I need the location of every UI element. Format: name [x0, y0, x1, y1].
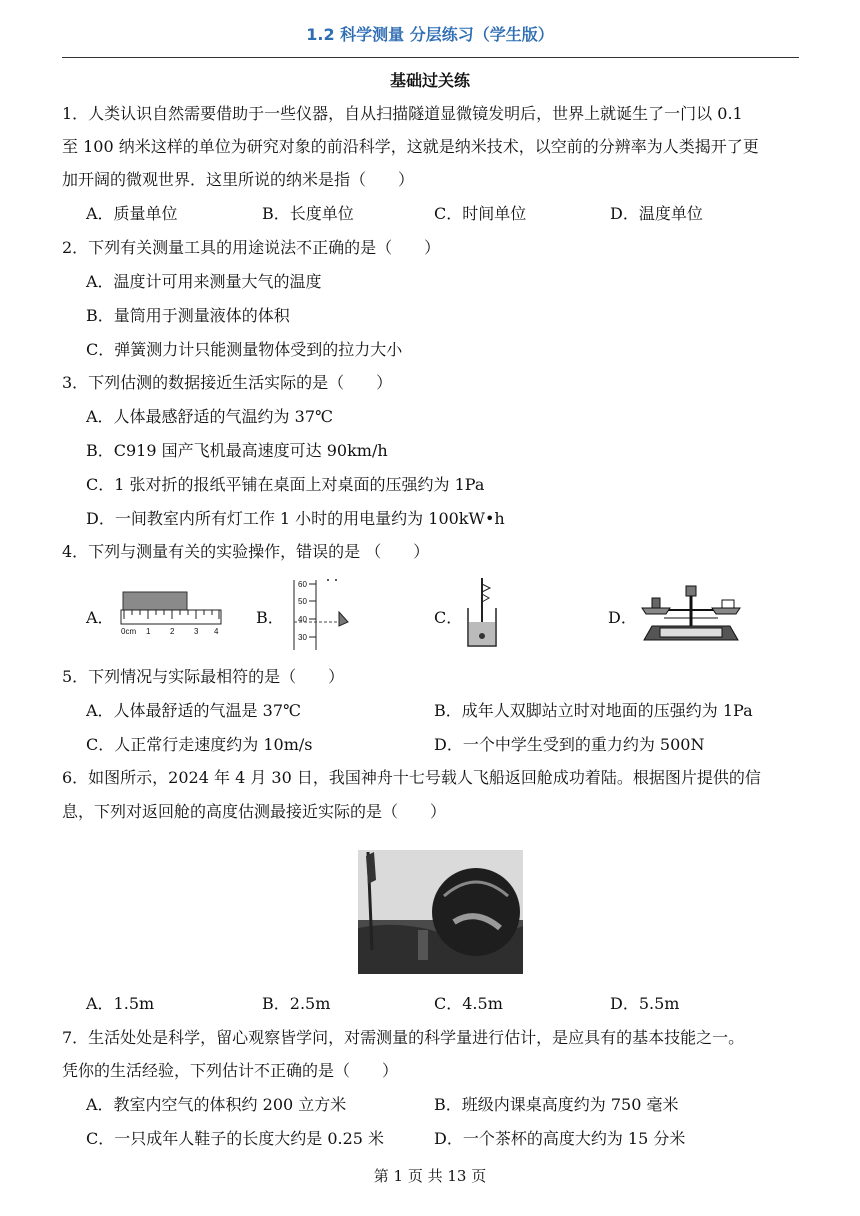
ruler-tick-1: 1: [146, 627, 151, 636]
question-3-option-d: D．一间教室内所有灯工作 1 小时的用电量约为 100kW•h: [86, 509, 505, 528]
question-3-option-a: A．人体最感舒适的气温约为 37℃: [86, 407, 333, 426]
ruler-tick-0: 0cm: [121, 627, 137, 636]
question-4-label-b: B．: [256, 608, 284, 627]
scale-tick-60: 60: [298, 580, 307, 589]
balance-scale-figure: [636, 578, 746, 646]
page-footer: 第 1 页 共 13 页: [373, 1167, 487, 1185]
question-2-option-b: B．量筒用于测量液体的体积: [86, 306, 290, 325]
question-6-option-b: B．2.5m: [262, 994, 331, 1013]
question-6-option-a: A．1.5m: [86, 994, 155, 1013]
question-5-option-c: C．人正常行走速度约为 10m/s: [86, 735, 313, 754]
section-title: 基础过关练: [389, 71, 470, 90]
question-1-option-c: C．时间单位: [434, 204, 527, 223]
question-2-option-c: C．弹簧测力计只能测量物体受到的拉力大小: [86, 340, 403, 359]
question-4-label-a: A．: [86, 608, 114, 627]
scale-tick-50: 50: [298, 597, 307, 606]
header-divider: [62, 57, 799, 58]
ruler-tick-3: 3: [194, 627, 199, 636]
scale-tick-30: 30: [298, 633, 307, 642]
question-5-option-b: B．成年人双脚站立时对地面的压强约为 1Pa: [434, 701, 753, 720]
question-7-line-2: 凭你的生活经验，下列估计不正确的是（ ）: [62, 1061, 399, 1080]
question-1-line-1: 1．人类认识自然需要借助于一些仪器，自从扫描隧道显微镜发明后，世界上就诞生了一门以 0.1: [62, 104, 743, 123]
question-5-stem: 5．下列情况与实际最相符的是（ ）: [62, 667, 345, 686]
reentry-capsule-photo: [358, 850, 523, 974]
question-2-option-a: A．温度计可用来测量大气的温度: [86, 272, 322, 291]
question-1-line-2: 至 100 纳米这样的单位为研究对象的前沿科学，这就是纳米技术，以空前的分辨率为人类揭开了更: [62, 137, 759, 156]
question-4-stem: 4．下列与测量有关的实验操作，错误的是 （ ）: [62, 542, 430, 561]
question-3-stem: 3．下列估测的数据接近生活实际的是（ ）: [62, 373, 393, 392]
question-5-option-d: D．一个中学生受到的重力约为 500N: [434, 735, 705, 754]
question-7-option-a: A．教室内空气的体积约 200 立方米: [86, 1095, 347, 1114]
page-header-title: 1.2 科学测量 分层练习（学生版）: [306, 25, 554, 44]
question-7-option-c: C．一只成年人鞋子的长度大约是 0.25 米: [86, 1129, 385, 1148]
question-1-option-a: A．质量单位: [86, 204, 178, 223]
ruler-tick-2: 2: [170, 627, 175, 636]
question-6-option-c: C．4.5m: [434, 994, 503, 1013]
question-6-line-1: 6．如图所示，2024 年 4 月 30 日，我国神舟十七号载人飞船返回舱成功着陆。根据图片提供的信: [62, 768, 761, 787]
question-6-option-d: D．5.5m: [610, 994, 680, 1013]
scale-tick-40: 40: [298, 615, 307, 624]
question-4-label-c: C．: [434, 608, 463, 627]
question-3-option-b: B．C919 国产飞机最高速度可达 90km/h: [86, 441, 388, 460]
question-4-label-d: D．: [608, 608, 637, 627]
thermometer-beaker-figure: [462, 576, 502, 650]
ruler-block-figure: [118, 590, 224, 638]
question-1-option-b: B．长度单位: [262, 204, 354, 223]
question-1-line-3: 加开阔的微观世界．这里所说的纳米是指（ ）: [62, 170, 415, 189]
graduated-scale-figure: [284, 578, 354, 652]
question-3-option-c: C．1 张对折的报纸平铺在桌面上对桌面的压强约为 1Pa: [86, 475, 485, 494]
question-1-option-d: D．温度单位: [610, 204, 703, 223]
question-5-option-a: A．人体最舒适的气温是 37℃: [86, 701, 301, 720]
question-2-stem: 2．下列有关测量工具的用途说法不正确的是（ ）: [62, 238, 441, 257]
ruler-tick-4: 4: [214, 627, 219, 636]
question-6-line-2: 息，下列对返回舱的高度估测最接近实际的是（ ）: [62, 802, 447, 821]
question-7-line-1: 7．生活处处是科学，留心观察皆学问，对需测量的科学量进行估计，是应具有的基本技能之一。: [62, 1028, 745, 1047]
question-7-option-b: B．班级内课桌高度约为 750 毫米: [434, 1095, 679, 1114]
question-7-option-d: D．一个茶杯的高度大约为 15 分米: [434, 1129, 686, 1148]
